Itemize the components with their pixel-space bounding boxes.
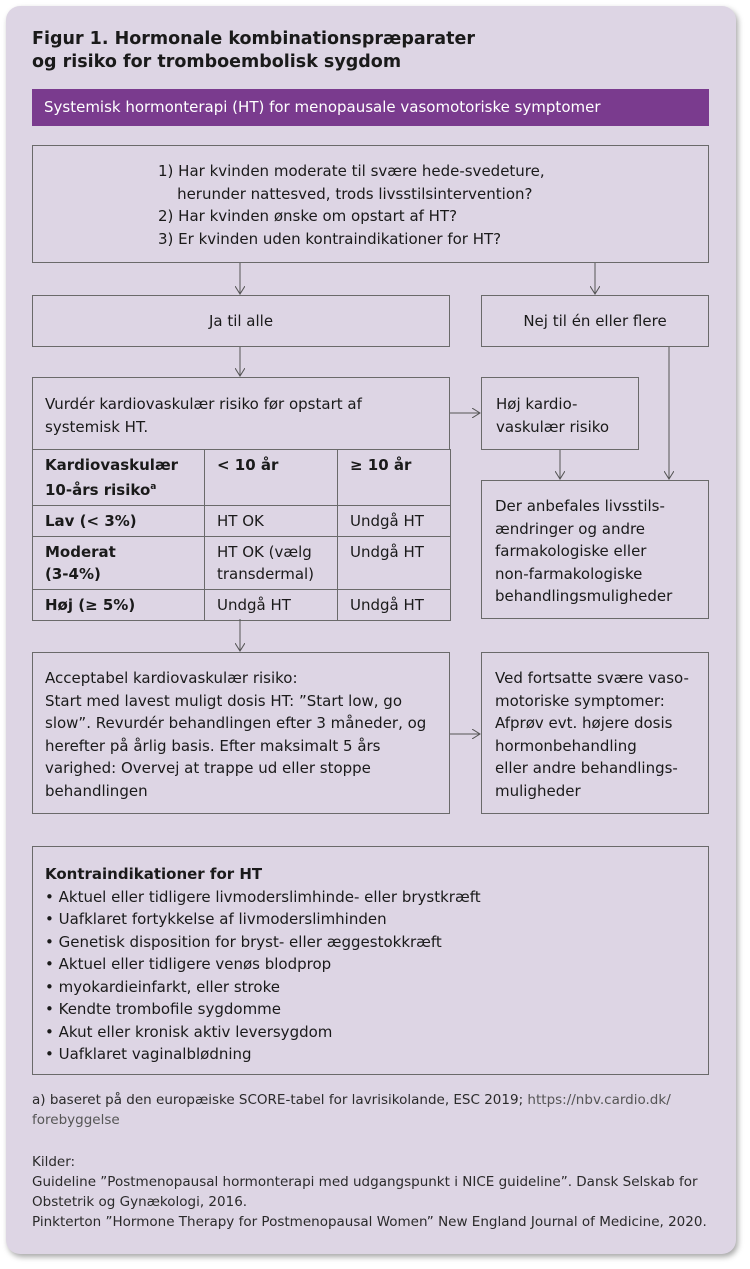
table-cell: Moderat (3-4%) — [33, 537, 205, 590]
table-cell: HT OK (vælg transdermal) — [205, 537, 338, 590]
list-item: • Uafklaret fortykkelse af livmoderslimhinden — [45, 910, 387, 928]
list-item: • Aktuel eller tidligere livmoderslimhinde- eller brystkræft — [45, 887, 481, 906]
table-cell: HT OK — [205, 506, 338, 537]
table-header-cell: < 10 år — [205, 450, 338, 506]
high-risk-box: Høj kardio- vaskulær risiko — [481, 377, 639, 450]
footnote-link-continued[interactable]: forebyggelse — [32, 1112, 120, 1128]
table-cell: Undgå HT — [338, 506, 451, 537]
no-to-any-label: Nej til én eller flere — [523, 311, 667, 330]
table-cell: Undgå HT — [205, 590, 338, 621]
question-line: 1) Har kvinden moderate til svære hede-svedeture, — [158, 162, 545, 180]
continued-symptoms-box: Ved fortsatte svære vaso- motoriske symptomer: Afprøv evt. højere dosis hormonbehandling eller andre behandlings- muligheder — [481, 652, 709, 814]
source-line: Guideline ”Postmenopausal hormonterapi med udgangspunkt i NICE guideline”. Dansk Selskab for — [32, 1174, 698, 1190]
footnote: a) baseret på den europæiske SCORE-tabel for lavrisikolande, ESC 2019; https://nbv.cardio.dk/ forebyggelse — [32, 1092, 671, 1128]
table-cell: Undgå HT — [338, 590, 451, 621]
figure-title: Figur 1. Hormonale kombinationspræparater og risiko for tromboembolisk sygdom — [32, 29, 475, 72]
source-line: Pinkterton ”Hormone Therapy for Postmenopausal Women” New England Journal of Medicine, 2020. — [32, 1214, 707, 1230]
list-item: • Aktuel eller tidligere venøs blodprop — [45, 955, 332, 973]
sources-heading: Kilder: — [32, 1154, 76, 1170]
acceptable-risk-box: Acceptabel kardiovaskulær risiko: Start med lavest muligt dosis HT: ”Start low, go slow”. Revurdér behandlingen efter 3 måneder, og herefter på årlig basis. Efter maksimalt 5 års varighed: Overvej at trappe ud eller stoppe behandlingen — [32, 652, 450, 814]
contraindications-title: Kontraindikationer for HT — [45, 865, 263, 883]
list-item: • Akut eller kronisk aktiv leversygdom — [45, 1022, 333, 1041]
assess-risk-box: Vurdér kardiovaskulær risiko før opstart af systemisk HT. — [32, 377, 450, 450]
question-line: herunder nattesved, trods livsstilsintervention? — [158, 184, 533, 203]
recommendation-box: Der anbefales livsstils- ændringer og andre farmakologiske eller non-farmakologiske behandlingsmuligheder — [481, 480, 709, 619]
table-header-cell: Kardiovaskulær 10-års risiko$^a$ — [33, 450, 205, 506]
list-item: • Uafklaret vaginalblødning — [45, 1045, 252, 1063]
table-header-cell: ≥ 10 år — [338, 450, 451, 506]
table-cell: Lav (< 3%) — [33, 506, 205, 537]
list-item: • myokardieinfarkt, eller stroke — [45, 977, 280, 996]
question-line: 3) Er kvinden uden kontraindikationer for HT? — [158, 229, 502, 248]
footnote-link[interactable]: https://nbv.cardio.dk/ — [527, 1092, 671, 1108]
list-item: • Kendte trombofile sygdomme — [45, 1000, 282, 1018]
footnote-marker: a — [150, 482, 157, 492]
list-item: • Genetisk disposition for bryst- eller æggestokkræft — [45, 932, 442, 951]
source-line: Obstetrik og Gynækologi, 2016. — [32, 1194, 248, 1210]
table-cell: Høj (≥ 5%) — [33, 590, 205, 621]
yes-to-all-label: Ja til alle — [208, 311, 274, 330]
section-banner: Systemisk hormonterapi (HT) for menopausale vasomotoriske symptomer — [32, 89, 709, 126]
table-cell: Undgå HT — [338, 537, 451, 590]
question-line: 2) Har kvinden ønske om opstart af HT? — [158, 207, 458, 225]
